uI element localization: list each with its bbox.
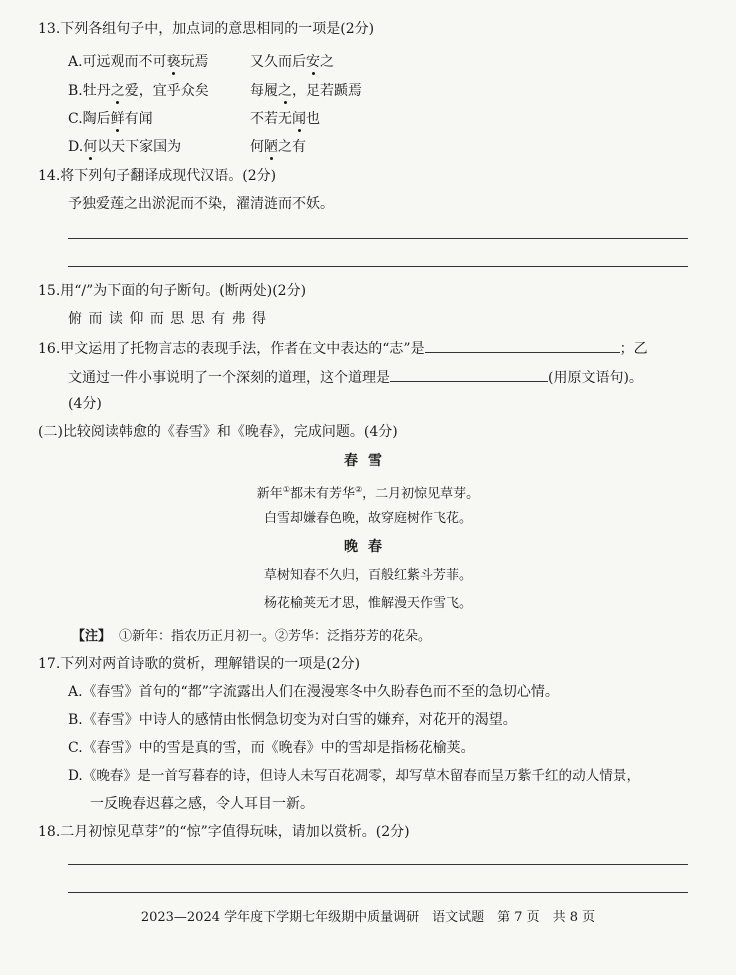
q13-b-right-dot: 之 [278,83,292,99]
q16-line-2-text: 文通过一件小事说明了一个深刻的道理，这个道理是 [68,370,390,386]
q16-line-1 [38,338,648,358]
poem1-line-1-a: 新年 [256,486,283,502]
q14-answer-line-1[interactable] [68,238,688,239]
q13-option-c [68,110,153,128]
poem1-line-2: 白雪却嫌春色晚，故穿庭树作飞花。 [263,511,472,526]
q17-option-d-cont: 一反晚春迟暮之感，令人耳目一新。 [90,796,314,812]
q13-a-right-dot: 安 [306,54,320,70]
q13-d-right-pre: 何 [250,139,264,155]
note-label: 【注】 [72,629,112,644]
note-text: ①新年：指农历正月初一。②芳华：泛指芬芳的花朵。 [119,629,432,644]
q14-sentence: 予独爱莲之出淤泥而不染，濯清涟而不妖。 [68,196,334,212]
q15-sentence: 俯 而 读 仰 而 思 思 有 弗 得 [68,311,268,327]
q16-blank-2[interactable] [390,367,548,382]
section2-heading: (二)比较阅读韩愈的《春雪》和《晚春》，完成问题。(4分) [38,424,398,440]
q13-option-b [68,82,209,100]
q13-c-left-dot: 鲜 [110,111,125,127]
q13-c-right-pre: 不若无 [250,111,292,127]
footnote-marker-2: ② [355,485,363,494]
q16-line-3: (4分) [68,396,102,412]
q16-line-2-tail: (用原文语句)。 [548,370,643,386]
q13-b-left-dot: 之 [110,83,125,99]
q15-stem: 15.用“/”为下面的句子断句。(断两处)(2分) [38,283,307,299]
poem1-line-1-b: 都未有芳华 [289,486,355,502]
q16-line-1-text: 16.甲文运用了托物言志的表现手法，作者在文中表达的“志”是 [38,341,425,357]
poem2-title: 晚春 [344,539,392,555]
q13-option-b-right [250,82,362,100]
q17-option-a: A.《春雪》首句的“都”字流露出人们在漫漫寒冬中久盼春色而不至的急切心情。 [68,684,559,700]
q17-option-c: C.《春雪》中的雪是真的雪，而《晚春》中的雪却是指杨花榆荚。 [68,740,475,756]
q13-d-right-post: 之有 [278,139,306,155]
q13-d-left-pre: D. [68,139,84,155]
q13-option-c-right [250,110,320,128]
q13-option-a-right [250,53,334,71]
q17-option-d: D.《晚春》是一首写暮春的诗，但诗人未写百花凋零，却写草木留春而呈万紫千红的动人情景， [68,768,641,784]
q16-line-2 [68,367,643,387]
q13-a-left-post: 玩焉 [180,54,209,70]
poem2-line-1: 草树知春不久归，百般红紫斗芳菲。 [263,568,472,583]
q13-d-left-post: 以天下家国为 [97,139,182,155]
q14-answer-line-2[interactable] [68,266,688,267]
q17-option-b: B.《春雪》中诗人的感情由怅惘急切变为对白雪的嫌弃，对花开的渴望。 [68,712,517,728]
q16-line-1-tail: ；乙 [619,341,648,357]
q13-option-d [68,138,181,156]
q13-a-right-pre: 又久而后 [250,54,306,70]
page-footer: 2023—2024 学年度下学期七年级期中质量调研 语文试题 第 7 页 共 8 页 [140,910,596,925]
poem1-line-1-c: ，二月初惊见草芽。 [362,486,480,502]
poem1-title: 春雪 [344,453,392,469]
q13-c-left-post: 有闻 [124,111,153,127]
q16-blank-1[interactable] [425,338,620,353]
poem-note [72,625,431,644]
q13-c-left-pre: C.陶后 [68,111,111,127]
q13-option-d-right [250,138,306,156]
q13-c-right-dot: 闻 [292,111,306,127]
q18-stem: 18.二月初惊见草芽”的“惊”字值得玩味，请加以赏析。(2分) [38,824,410,840]
q13-option-a [68,53,209,71]
q18-answer-line-2[interactable] [68,892,688,893]
q13-a-left-dot: 亵 [166,54,181,70]
poem1-line-1 [0,481,736,503]
q13-d-left-dot: 何 [83,139,98,155]
footnote-marker-1: ① [282,485,290,494]
q13-a-right-post: 之 [320,54,334,70]
q13-d-right-dot: 陋 [264,139,278,155]
q13-b-right-pre: 每履 [250,83,278,99]
q14-stem: 14.将下列句子翻译成现代汉语。(2分) [38,168,277,184]
poem2-line-2: 杨花榆荚无才思，惟解漫天作雪飞。 [263,596,472,611]
q17-stem: 17.下列对两首诗歌的赏析，理解错误的一项是(2分) [38,656,361,672]
q13-a-left-pre: A.可远观而不可 [68,54,167,70]
q18-answer-line-1[interactable] [68,864,688,865]
q13-b-left-post: 爱，宜乎众矣 [124,83,209,99]
q13-c-right-post: 也 [306,111,320,127]
q13-stem: 13.下列各组句子中，加点词的意思相同的一项是(2分) [38,21,375,37]
q13-b-left-pre: B.牡丹 [68,83,111,99]
q13-b-right-post: ，足若踬焉 [292,83,362,99]
